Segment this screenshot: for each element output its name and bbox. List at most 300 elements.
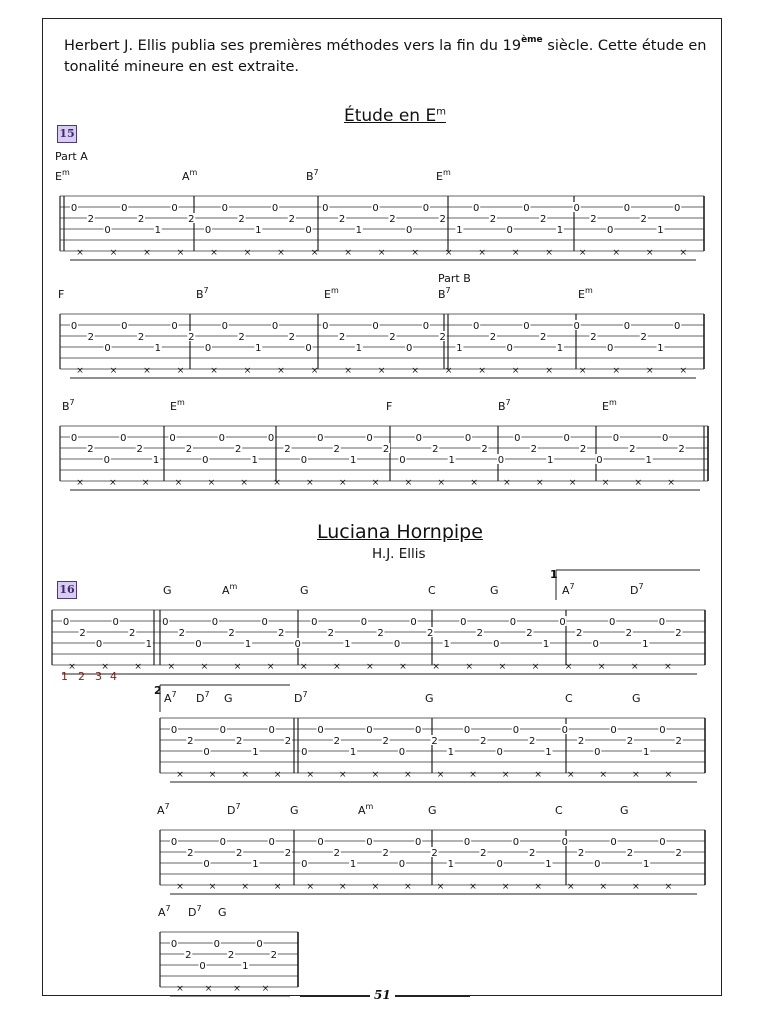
tab-thumb-mark: × (634, 478, 643, 488)
tab-note: 0 (271, 203, 279, 214)
tab-thumb-mark: × (68, 662, 76, 672)
tab-thumb-mark: × (176, 248, 185, 258)
tab-thumb-mark: × (240, 478, 248, 488)
tab-note: 2 (238, 214, 245, 225)
chord-label: G (620, 804, 629, 817)
tab-note: 0 (514, 433, 521, 444)
chord-label: $A^7$ (164, 690, 177, 705)
tab-thumb-mark: × (404, 478, 413, 488)
tab-thumb-mark: × (501, 770, 510, 780)
tab-note: 0 (300, 455, 308, 466)
tab-thumb-mark: × (664, 662, 672, 672)
tab-thumb-mark: × (436, 882, 445, 892)
chord-label: G (428, 804, 437, 817)
tab-thumb-mark: × (207, 478, 216, 488)
tab-note: 0 (317, 433, 324, 444)
tab-note: 2 (235, 444, 242, 455)
tab-note: 0 (559, 617, 566, 628)
tab-thumb-mark: × (568, 478, 577, 488)
tab-note: 1 (545, 859, 552, 870)
tab-note: 2 (333, 848, 340, 859)
chord-label: $D^7$ (196, 690, 210, 705)
tab-thumb-mark: × (310, 248, 319, 258)
tab-thumb-mark: × (210, 248, 218, 258)
tab-note: 0 (464, 433, 472, 444)
tab-note: 2 (382, 444, 390, 455)
tab-note: 0 (496, 859, 503, 870)
tab-note: 2 (489, 332, 497, 343)
tab-note: 1 (152, 455, 160, 466)
tab-note: 0 (305, 343, 312, 354)
tab-note: 1 (355, 225, 363, 236)
chord-label: G (290, 804, 299, 817)
tab-thumb-mark: × (344, 248, 352, 258)
tab-thumb-mark: × (261, 984, 270, 994)
tab-note: 1 (145, 639, 152, 650)
tab-thumb-mark: × (531, 662, 540, 672)
tab-thumb-mark: × (469, 882, 477, 892)
tab-note: 0 (219, 725, 227, 736)
tab-note: 0 (623, 321, 631, 332)
tab-thumb-mark: × (578, 248, 587, 258)
tab-note: 2 (185, 444, 193, 455)
intro-text: Herbert J. Ellis publia ses premières méthodes vers la fin du 19ème siècle. Cette étude en tonalité mineure en est extraite. (64, 35, 707, 75)
tab-note: 2 (439, 332, 446, 343)
tab-note: 0 (472, 321, 480, 332)
tab-thumb-mark: × (273, 770, 282, 780)
tab-thumb-mark: × (645, 366, 654, 376)
tab-note: 2 (590, 214, 597, 225)
chord-label: $E^m$ (578, 286, 593, 301)
tab-thumb-mark: × (404, 882, 412, 892)
tab-note: 0 (493, 639, 500, 650)
tab-note: 0 (415, 725, 422, 736)
tab-note: 0 (204, 225, 212, 236)
tab-staff (157, 802, 705, 894)
tab-note: 1 (244, 639, 252, 650)
tab-note: 0 (594, 747, 601, 758)
tab-thumb-mark: × (612, 248, 620, 258)
tab-thumb-mark: × (208, 770, 217, 780)
tab-note: 0 (62, 617, 70, 628)
tab-thumb-mark: × (632, 770, 640, 780)
tab-thumb-mark: × (465, 662, 474, 672)
tab-thumb-mark: × (601, 478, 610, 488)
tab-note: 0 (213, 939, 220, 950)
tab-note: 0 (311, 617, 318, 628)
tab-note: 2 (136, 444, 143, 455)
tab-thumb-mark: × (469, 770, 477, 780)
tab-note: 0 (472, 203, 480, 214)
tab-note: 2 (377, 628, 384, 639)
tab-note: 0 (305, 225, 312, 236)
chord-label: G (632, 692, 641, 705)
tab-note: 2 (529, 848, 536, 859)
tab-note: 0 (70, 203, 78, 214)
tab-note: 1 (251, 455, 258, 466)
tab-thumb-mark: × (545, 366, 553, 376)
chord-label: F (58, 288, 65, 301)
tab-note: 2 (178, 628, 186, 639)
tab-staff (160, 690, 705, 782)
chord-label: $B^7$ (62, 398, 75, 413)
tab-thumb-mark: × (578, 366, 587, 376)
tab-note: 2 (187, 736, 194, 747)
chord-label: G (425, 692, 434, 705)
tab-note: 1 (448, 455, 455, 466)
finger-3: 3 (95, 670, 102, 683)
tab-note: 2 (228, 628, 235, 639)
tab-note: 0 (398, 747, 406, 758)
chord-label: G (163, 584, 172, 597)
tab-note: 0 (202, 455, 209, 466)
tab-note: 0 (112, 617, 119, 628)
tab-note: 2 (87, 214, 94, 225)
tab-thumb-mark: × (339, 882, 347, 892)
tab-note: 2 (590, 332, 597, 343)
tab-note: 0 (659, 837, 666, 848)
tab-note: 0 (372, 203, 379, 214)
tab-note: 2 (431, 736, 438, 747)
tab-thumb-mark: × (243, 366, 252, 376)
tab-note: 0 (398, 859, 406, 870)
tab-note: 0 (221, 321, 228, 332)
volta-2-label: 2 (154, 684, 162, 697)
tab-note: 1 (443, 639, 450, 650)
tab-note: 2 (626, 736, 634, 747)
tab-thumb-mark: × (399, 662, 407, 672)
tab-thumb-mark: × (273, 882, 282, 892)
tab-note: 2 (382, 848, 389, 859)
tab-thumb-mark: × (501, 882, 510, 892)
tab-note: 2 (540, 332, 547, 343)
tab-thumb-mark: × (109, 478, 117, 488)
chord-label: $D^7$ (294, 690, 308, 705)
tab-note: 0 (658, 617, 666, 628)
tab-note: 0 (360, 617, 368, 628)
tab-note: 0 (103, 455, 111, 466)
tab-note: 2 (640, 214, 647, 225)
tab-thumb-mark: × (679, 366, 688, 376)
tab-note: 2 (277, 628, 285, 639)
tab-thumb-mark: × (208, 882, 217, 892)
tab-note: 0 (120, 433, 127, 444)
tab-note: 1 (545, 747, 552, 758)
tab-note: 0 (170, 837, 178, 848)
tab-note: 1 (355, 343, 363, 354)
piece2-number-badge: 16 (57, 581, 77, 599)
tab-staff (60, 398, 708, 490)
tab-note: 0 (170, 725, 178, 736)
chord-label: $E^m$ (170, 398, 185, 413)
tab-note: 2 (129, 628, 136, 639)
tab-note: 0 (506, 343, 513, 354)
tab-note: 2 (629, 444, 636, 455)
tab-thumb-mark: × (564, 662, 573, 672)
tab-note: 1 (645, 455, 652, 466)
chord-label: F (386, 400, 393, 413)
tab-thumb-mark: × (310, 366, 319, 376)
chord-label: $E^m$ (324, 286, 339, 301)
tab-note: 2 (185, 950, 192, 961)
tab-note: 1 (642, 859, 650, 870)
tab-thumb-mark: × (371, 478, 380, 488)
page-number: 51 (370, 988, 395, 1002)
tab-note: 2 (188, 214, 195, 225)
tab-note: 0 (301, 747, 308, 758)
chord-label: G (224, 692, 233, 705)
tab-note: 1 (154, 343, 161, 354)
tab-thumb-mark: × (612, 366, 620, 376)
tab-thumb-mark: × (371, 882, 380, 892)
tab-thumb-mark: × (167, 662, 176, 672)
chord-label: $A^7$ (158, 904, 171, 919)
tab-thumb-mark: × (76, 248, 84, 258)
tab-note: 0 (271, 321, 279, 332)
tab-note: 0 (256, 939, 263, 950)
tab-note: 0 (509, 617, 517, 628)
tab-thumb-mark: × (667, 478, 675, 488)
tab-note: 1 (657, 343, 664, 354)
chord-label: $A^m$ (358, 802, 374, 817)
tab-note: 0 (204, 343, 212, 354)
piece1-number-badge: 15 (57, 125, 77, 143)
tab-note: 2 (575, 628, 583, 639)
tab-note: 1 (154, 225, 161, 236)
tab-note: 2 (382, 736, 389, 747)
tab-note: 1 (349, 455, 357, 466)
tab-thumb-mark: × (536, 478, 544, 488)
tab-note: 1 (542, 639, 550, 650)
tab-thumb-mark: × (534, 882, 542, 892)
tab-note: 2 (432, 444, 439, 455)
tab-thumb-mark: × (176, 366, 185, 376)
tab-thumb-mark: × (664, 770, 673, 780)
tab-note: 2 (426, 628, 434, 639)
tab-note: 0 (659, 725, 666, 736)
tab-note: 0 (267, 433, 275, 444)
tab-thumb-mark: × (498, 662, 507, 672)
tab-thumb-mark: × (444, 366, 453, 376)
tab-note: 2 (284, 848, 292, 859)
tab-note: 0 (496, 747, 503, 758)
chord-label: $E^m$ (55, 168, 70, 183)
tab-note: 1 (642, 639, 649, 650)
tab-note: 0 (563, 433, 570, 444)
tab-note: 2 (579, 444, 587, 455)
tab-note: 1 (349, 859, 357, 870)
tab-note: 0 (70, 321, 78, 332)
tab-note: 0 (372, 321, 379, 332)
tab-note: 2 (431, 848, 438, 859)
tab-note: 2 (284, 736, 292, 747)
tab-thumb-mark: × (478, 366, 486, 376)
tab-thumb-mark: × (134, 662, 142, 672)
tab-note: 0 (366, 837, 373, 848)
tab-thumb-mark: × (109, 366, 118, 376)
tab-thumb-mark: × (404, 770, 412, 780)
tab-note: 1 (642, 747, 650, 758)
tab-thumb-mark: × (143, 248, 151, 258)
tab-note: 2 (137, 332, 145, 343)
tab-thumb-mark: × (432, 662, 440, 672)
tab-note: 0 (170, 939, 178, 950)
tab-note: 2 (530, 444, 537, 455)
tab-note: 2 (270, 950, 277, 961)
tab-thumb-mark: × (204, 984, 213, 994)
tab-note: 2 (625, 628, 632, 639)
tab-thumb-mark: × (631, 662, 639, 672)
tab-thumb-mark: × (411, 248, 419, 258)
tab-note: 0 (623, 203, 631, 214)
tab-note: 0 (594, 859, 601, 870)
finger-1: 1 (61, 670, 68, 683)
tab-note: 0 (592, 639, 599, 650)
piece2-composer: H.J. Ellis (372, 546, 426, 562)
tab-note: 0 (219, 837, 227, 848)
chord-label: $B^7$ (196, 286, 209, 301)
tab-note: 2 (389, 214, 396, 225)
tab-note: 1 (657, 225, 664, 236)
tab-note: 0 (561, 725, 568, 736)
chord-label: G (218, 906, 227, 919)
tab-note: 1 (547, 455, 554, 466)
tab-note: 0 (171, 321, 178, 332)
tab-note: 2 (640, 332, 647, 343)
tab-thumb-mark: × (241, 882, 249, 892)
chord-label: $E^m$ (436, 168, 451, 183)
tab-note: 0 (261, 617, 268, 628)
tab-note: 0 (512, 837, 520, 848)
tab-note: 0 (317, 725, 324, 736)
chord-label: $D^7$ (630, 582, 644, 597)
tab-note: 0 (203, 747, 210, 758)
tab-note: 2 (675, 848, 682, 859)
tab-note: 0 (104, 225, 111, 236)
volta-1-label: 1 (550, 568, 558, 581)
tab-note: 2 (288, 332, 296, 343)
tab-thumb-mark: × (141, 478, 150, 488)
tab-note: 0 (573, 321, 580, 332)
tab-note: 2 (235, 736, 243, 747)
tab-note: 0 (211, 617, 219, 628)
tab-note: 2 (87, 444, 94, 455)
tab-note: 2 (480, 848, 487, 859)
tab-thumb-mark: × (534, 770, 542, 780)
tab-note: 2 (481, 444, 488, 455)
chord-label: $B^7$ (498, 398, 511, 413)
tab-note: 0 (674, 203, 681, 214)
tab-thumb-mark: × (366, 662, 374, 672)
tab-note: 0 (203, 859, 210, 870)
tab-note: 0 (415, 433, 423, 444)
tab-staff (52, 582, 705, 674)
tab-note: 0 (610, 837, 617, 848)
tab-note: 1 (255, 343, 262, 354)
part-a-label: Part A (55, 150, 88, 163)
chord-label: $A^m$ (182, 168, 198, 183)
tab-note: 2 (238, 332, 245, 343)
tab-note: 0 (218, 433, 225, 444)
tab-note: 0 (121, 321, 128, 332)
finger-4: 4 (110, 670, 117, 683)
tab-note: 1 (344, 639, 351, 650)
tab-note: 2 (439, 214, 446, 225)
tab-note: 0 (596, 455, 603, 466)
tab-thumb-mark: × (241, 770, 249, 780)
tab-thumb-mark: × (411, 366, 419, 376)
chord-label: $D^7$ (227, 802, 241, 817)
piece1-title: Étude en $E^m$ (344, 106, 446, 126)
finger-2: 2 (78, 670, 85, 683)
tab-thumb-mark: × (176, 984, 184, 994)
tab-thumb-mark: × (645, 248, 654, 258)
tab-thumb-mark: × (444, 248, 453, 258)
tab-thumb-mark: × (299, 662, 308, 672)
chord-label: C (565, 692, 573, 705)
tab-thumb-mark: × (377, 366, 386, 376)
tab-thumb-mark: × (436, 770, 445, 780)
tab-note: 0 (415, 837, 422, 848)
tab-note: 0 (497, 455, 505, 466)
tab-note: 1 (556, 343, 564, 354)
tab-note: 2 (389, 332, 396, 343)
tab-note: 0 (463, 837, 471, 848)
tab-note: 1 (255, 225, 262, 236)
tab-note: 0 (463, 725, 471, 736)
tab-note: 0 (405, 225, 413, 236)
tab-note: 2 (476, 628, 484, 639)
tab-note: 2 (489, 214, 497, 225)
tab-note: 0 (399, 455, 406, 466)
tab-note: 0 (195, 639, 202, 650)
tab-thumb-mark: × (339, 770, 347, 780)
tab-note: 0 (506, 225, 513, 236)
tab-note: 0 (162, 617, 169, 628)
tab-note: 0 (104, 343, 111, 354)
tab-thumb-mark: × (545, 248, 553, 258)
tab-thumb-mark: × (566, 882, 575, 892)
chord-label: G (490, 584, 499, 597)
tab-thumb-mark: × (511, 248, 520, 258)
tab-note: 2 (338, 332, 346, 343)
chord-label: $A^7$ (562, 582, 575, 597)
chord-label: $B^7$ (438, 286, 451, 301)
tab-note: 0 (609, 617, 616, 628)
tab-note: 2 (577, 848, 585, 859)
tab-note: 0 (268, 837, 275, 848)
tab-note: 2 (540, 214, 547, 225)
tab-note: 0 (674, 321, 681, 332)
part-b-label: Part B (438, 272, 471, 285)
tab-note: 0 (322, 321, 329, 332)
tab-note: 0 (366, 725, 373, 736)
tab-note: 0 (612, 433, 620, 444)
tab-thumb-mark: × (76, 366, 84, 376)
tab-note: 0 (405, 343, 413, 354)
tab-note: 0 (169, 433, 176, 444)
tab-note: 1 (349, 747, 357, 758)
tab-note: 0 (523, 321, 530, 332)
tab-note: 0 (573, 203, 580, 214)
tab-thumb-mark: × (273, 478, 281, 488)
tab-thumb-mark: × (109, 248, 118, 258)
tab-thumb-mark: × (243, 248, 252, 258)
tab-thumb-mark: × (377, 248, 386, 258)
tab-note: 0 (322, 203, 329, 214)
tab-note: 2 (284, 444, 291, 455)
tab-note: 0 (422, 321, 430, 332)
